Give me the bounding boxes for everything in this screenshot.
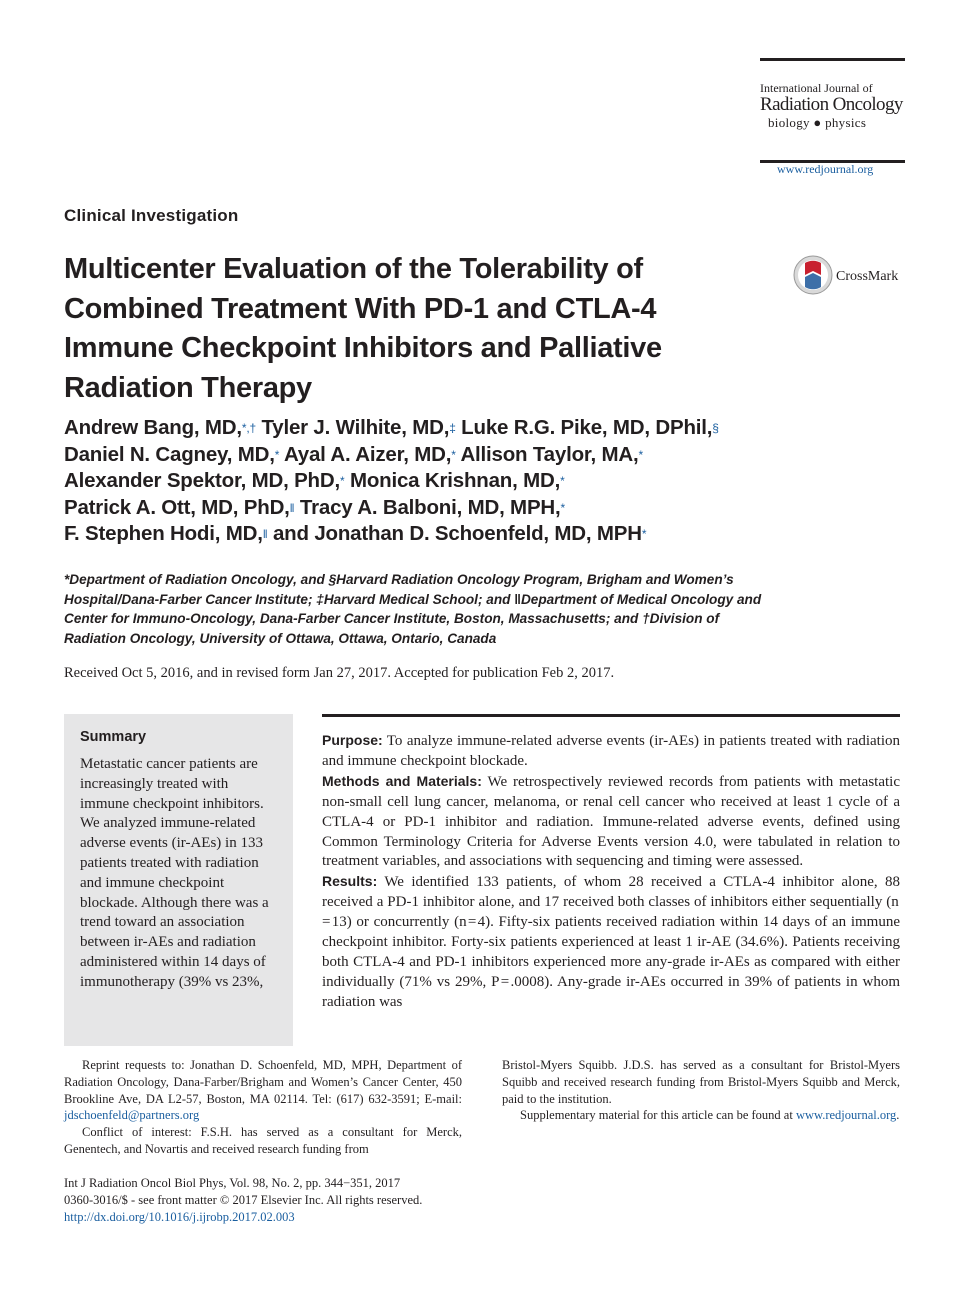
crossmark-badge[interactable] (792, 255, 912, 295)
author-name: and Jonathan D. Schoenfeld, MD, MPH (267, 522, 642, 545)
reprint-note (64, 1057, 462, 1124)
author-name: F. Stephen Hodi, MD, (64, 522, 263, 545)
abstract-purpose (322, 731, 900, 772)
conflict-note-continued: Bristol-Myers Squibb. J.D.S. has served as a consultant for Bristol-Myers Squibb and received research funding from Bristol-Myers Squibb and Merck, paid to the institution. (502, 1058, 900, 1106)
purpose-label: Purpose: (322, 732, 383, 748)
author-name: Luke R.G. Pike, MD, DPhil, (455, 416, 713, 439)
conflict-note: Conflict of interest: F.S.H. has served as a consultant for Merck, Genentech, and Novartis and received research funding from (64, 1125, 462, 1156)
author-name: Allison Taylor, MA, (455, 442, 639, 466)
author-affiliation-mark[interactable]: ‡ (449, 421, 456, 435)
abstract (322, 731, 900, 1013)
author-affiliation-mark[interactable]: * (339, 474, 345, 488)
abstract-methods (322, 772, 900, 873)
purpose-text: To analyze immune-related adverse events (ir-AEs) in patients treated with radiation and immune checkpoint blockade. (322, 733, 900, 769)
author-affiliation-mark[interactable]: *,† (241, 421, 256, 435)
doi-link[interactable]: http://dx.doi.org/10.1016/j.ijrobp.2017.02.003 (64, 1209, 295, 1224)
author-affiliation-mark[interactable]: * (641, 527, 647, 541)
supplementary-link[interactable]: www.redjournal.org (795, 1108, 897, 1123)
copyright-line: 0360-3016/$ - see front matter © 2017 Elsevier Inc. All rights reserved. (64, 1192, 423, 1207)
masthead-top-rule (760, 58, 905, 61)
author-name: Tyler J. Wilhite, MD, (255, 416, 450, 439)
supplementary-text: Supplementary material for this article can be found at (520, 1108, 796, 1123)
section-label: Clinical Investigation (64, 206, 239, 225)
citation-block (64, 1175, 422, 1225)
author-affiliation-mark[interactable]: * (560, 500, 565, 515)
journal-masthead (760, 58, 905, 163)
author-affiliation-mark[interactable]: * (451, 447, 456, 462)
abstract-top-rule (322, 714, 900, 717)
author-name: Alexander Spektor, MD, PhD, (64, 469, 340, 492)
footnotes-right (502, 1057, 900, 1124)
received-dates: Received Oct 5, 2016, and in revised form Jan 27, 2017. Accepted for publication Feb 2, 2017. (64, 665, 615, 681)
author-affiliation-mark[interactable]: * (638, 447, 643, 462)
author-name: Monica Krishnan, MD, (344, 469, 561, 492)
affiliations: *Department of Radiation Oncology, and §Harvard Radiation Oncology Program, Brigham and Women’s Hospital/Dana-Farber Cancer Institute; ‡Harvard Medical School; and ‖Department of Medical Oncology and Center for Immuno-Oncology, Dana-Farber Cancer Institute, Boston, Massachusetts; and †Division of Radiation Oncology, University of Ottawa, Ottawa, Ontario, Canada (64, 572, 762, 646)
methods-text: We retrospectively reviewed records from patients with metastatic non-small cell lung cancer, melanoma, or renal cell cancer who received at least 1 cycle of a CTLA-4 or PD-1 inhibitor and radiation. Immune-related adverse events, defined using Common Terminology Criteria for Adverse Events version 4.0, were tabulated in relation to treatment variables, and associations with sequencing and timing were assessed. (322, 773, 900, 870)
journal-url-link[interactable]: www.redjournal.org (777, 162, 874, 176)
author-affiliation-mark[interactable]: ‖ (262, 527, 268, 541)
footnotes-left (64, 1057, 462, 1158)
author-affiliation-mark[interactable]: * (274, 447, 280, 462)
results-text: We identified 133 patients, of whom 28 received a CTLA-4 inhibitor alone, 88 received a PD-1 inhibitor alone, and 17 received both classes of inhibitors either sequentially (n = 13) or concurrently (n = 4). Fifty-six patients received radiation within 14 days of an immune checkpoint inhibitor. Forty-six patients experienced at least 1 ir-AE (34.6%). Patients receiving both CTLA-4 and PD-1 inhibitors experienced more any-grade ir-AEs as compared with either individually (71% vs 29%, P = .0008). Any-grade ir-AEs occurred in 39% of patients in whom radiation was (322, 874, 900, 1010)
article-title: Multicenter Evaluation of the Tolerability of Combined Treatment With PD-1 and CTLA-4 Immune Checkpoint Inhibitors and Palliative Radiation Therapy (64, 253, 662, 404)
author-name: Patrick A. Ott, MD, PhD, (64, 495, 290, 519)
journal-name-line3: biology ● physics (768, 115, 867, 130)
summary-box (64, 714, 293, 1046)
author-affiliation-mark[interactable]: * (560, 474, 565, 488)
crossmark-label: CrossMark (836, 269, 899, 284)
author-name: Andrew Bang, MD, (64, 416, 242, 439)
abstract-results (322, 872, 900, 1012)
author-name: Ayal A. Aizer, MD, (279, 442, 452, 466)
author-list (64, 415, 784, 548)
email-link[interactable]: jdschoenfeld@partners.org (64, 1108, 200, 1123)
journal-name-line2: Radiation Oncology (760, 94, 903, 115)
summary-text: Metastatic cancer patients are increasingly treated with immune checkpoint inhibitors. We analyzed immune-related adverse events (ir-AEs) in 133 patients treated with radiation and immune checkpoint blockade. Although there was a trend toward an association between ir-AEs and radiation administered within 14 days of immunotherapy (39% vs 23%, (80, 756, 269, 990)
author-name: Daniel N. Cagney, MD, (64, 442, 275, 466)
author-name: Tracy A. Balboni, MD, MPH, (294, 495, 561, 519)
author-affiliation-mark[interactable]: § (712, 421, 719, 435)
supplementary-note (502, 1107, 900, 1124)
crossmark-icon (792, 255, 912, 295)
methods-label: Methods and Materials: (322, 772, 482, 789)
summary-heading: Summary (80, 729, 147, 745)
results-label: Results: (322, 873, 378, 890)
reprint-text: Reprint requests to: Jonathan D. Schoenfeld, MD, MPH, Department of Radiation Oncology, Dana-Farber/Brigham and Women’s Cancer Center, 450 Brookline Ave, DA L2-57, Boston, MA 02114. Tel: (617) 632-3591; E-mail: (64, 1058, 462, 1106)
supplementary-end: . (896, 1108, 900, 1123)
journal-name-line1: International Journal of (760, 81, 873, 95)
citation-line: Int J Radiation Oncol Biol Phys, Vol. 98, No. 2, pp. 344−351, 2017 (64, 1176, 401, 1190)
author-affiliation-mark[interactable]: ‖ (289, 500, 295, 515)
